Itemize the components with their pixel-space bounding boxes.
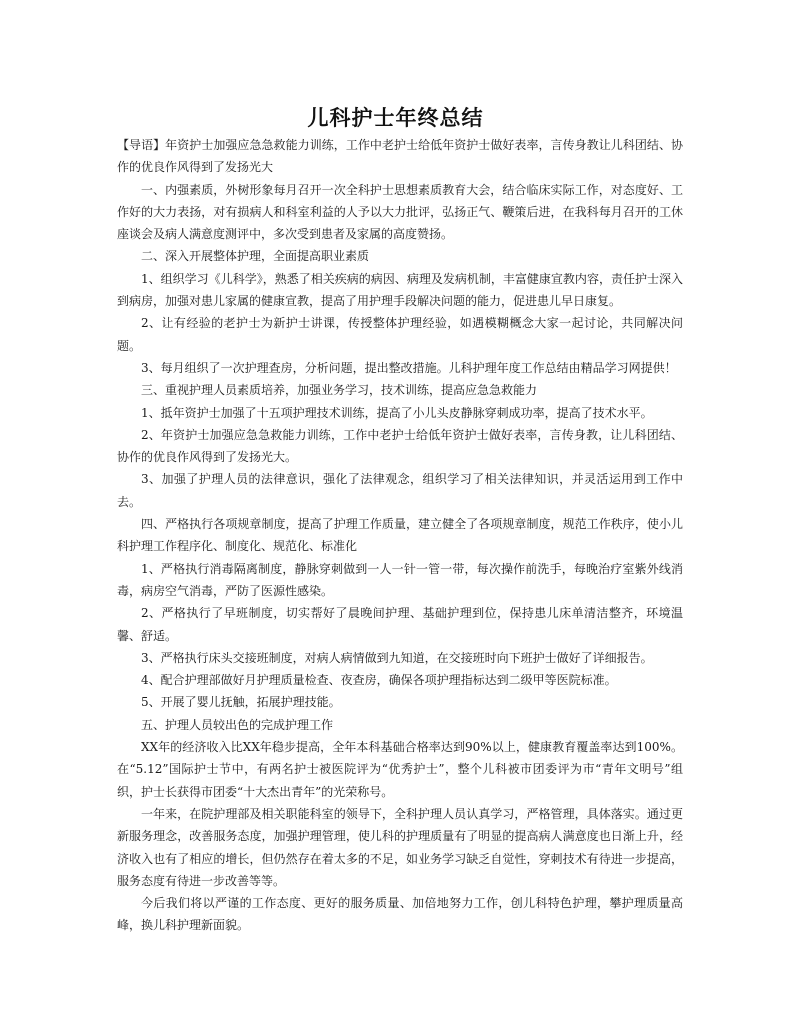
list-item: 1、抵年资护士加强了十五项护理技术训练，提高了小儿头皮静脉穿刺成功率，提高了技术水平。 xyxy=(141,405,653,420)
achievements-paragraph: XX年的经济收入比XX年稳步提高，全年本科基础合格率达到90%以上，健康教育覆盖率达到100%。在“5.12”国际护士节中，有两名护士被医院评为“优秀护士”，整个儿科被市团委评为市“青年文明号”组织，护士长获得市团委“十大杰出青年”的光荣称号。 xyxy=(117,740,683,799)
year-review-paragraph: 一年来，在院护理部及相关职能科室的领导下，全科护理人员认真学习，严格管理，具体落实。通过更新服务理念，改善服务态度，加强护理管理，使儿科的护理质量有了明显的提高病人满意度也日渐上升，经济收入也有了相应的增长，但仍然存在着太多的不足，如业务学习缺乏自觉性，穿刺技术有待进一步提高，服务态度有待进一步改善等等。 xyxy=(117,806,683,888)
list-item: 3、严格执行床头交接班制度，对病人病情做到九知道，在交接班时向下班护士做好了详细报告。 xyxy=(141,650,653,665)
document-title: 儿科护士年终总结 xyxy=(307,106,484,130)
list-item: 5、开展了婴儿抚触，拓展护理技能。 xyxy=(141,695,341,710)
list-item: 1、严格执行消毒隔离制度，静脉穿刺做到一人一针一管一带，每次操作前洗手，每晚治疗室紫外线消毒，病房空气消毒，严防了医源性感染。 xyxy=(117,561,683,598)
document-body xyxy=(117,134,683,937)
section-one-paragraph: 一、内强素质，外树形象每月召开一次全科护士思想素质教育大会，结合临床实际工作，对态度好、工作好的大力表扬，对有损病人和科室利益的人予以大力批评，弘扬正气、鞭策后进，在我科每月召开的工休座谈会及病人满意度测评中，多次受到患者及家属的高度赞扬。 xyxy=(117,182,683,242)
list-item: 2、让有经验的老护士为新护士讲课，传授整体护理经验，如遇模糊概念大家一起讨论，共同解决问题。 xyxy=(117,316,683,353)
section-five-heading: 五、护理人员较出色的完成护理工作 xyxy=(141,717,334,732)
intro-paragraph: 【导语】年资护士加强应急急救能力训练，工作中老护士给低年资护士做好表率，言传身教让儿科团结、协作的优良作风得到了发扬光大 xyxy=(117,138,683,175)
section-four-heading: 四、严格执行各项规章制度，提高了护理工作质量，建立健全了各项规章制度，规范工作秩序，使小儿科护理工作程序化、制度化、规范化、标准化 xyxy=(117,517,683,554)
outlook-paragraph: 今后我们将以严谨的工作态度、更好的服务质量、加倍地努力工作，创儿科特色护理，攀护理质量高峰，换儿科护理新面貌。 xyxy=(117,896,683,933)
list-item: 3、加强了护理人员的法律意识，强化了法律观念，组织学习了相关法律知识，并灵活运用到工作中去。 xyxy=(117,472,683,509)
list-item: 2、年资护士加强应急急救能力训练，工作中老护士给低年资护士做好表率，言传身教，让儿科团结、协作的优良作风得到了发扬光大。 xyxy=(117,427,683,465)
section-two-heading: 二、深入开展整体护理，全面提高职业素质 xyxy=(141,249,370,264)
section-three-heading: 三、重视护理人员素质培养，加强业务学习，技术训练，提高应急急救能力 xyxy=(141,383,538,398)
list-item: 1、组织学习《儿科学》，熟悉了相关疾病的病因、病理及发病机制，丰富健康宣教内容，责任护士深入到病房，加强对患儿家属的健康宣教，提高了用护理手段解决问题的能力，促进患儿早日康复。 xyxy=(117,271,683,309)
list-item: 4、配合护理部做好月护理质量检查、夜查房，确保各项护理指标达到二级甲等医院标准。 xyxy=(141,673,617,688)
list-item: 3、每月组织了一次护理查房，分析问题，提出整改措施。儿科护理年度工作总结由精品学习网提供！ xyxy=(141,360,677,375)
list-item: 2、严格执行了早班制度，切实帮好了晨晚间护理、基础护理到位，保持患儿床单清洁整齐，环境温馨、舒适。 xyxy=(117,606,683,643)
